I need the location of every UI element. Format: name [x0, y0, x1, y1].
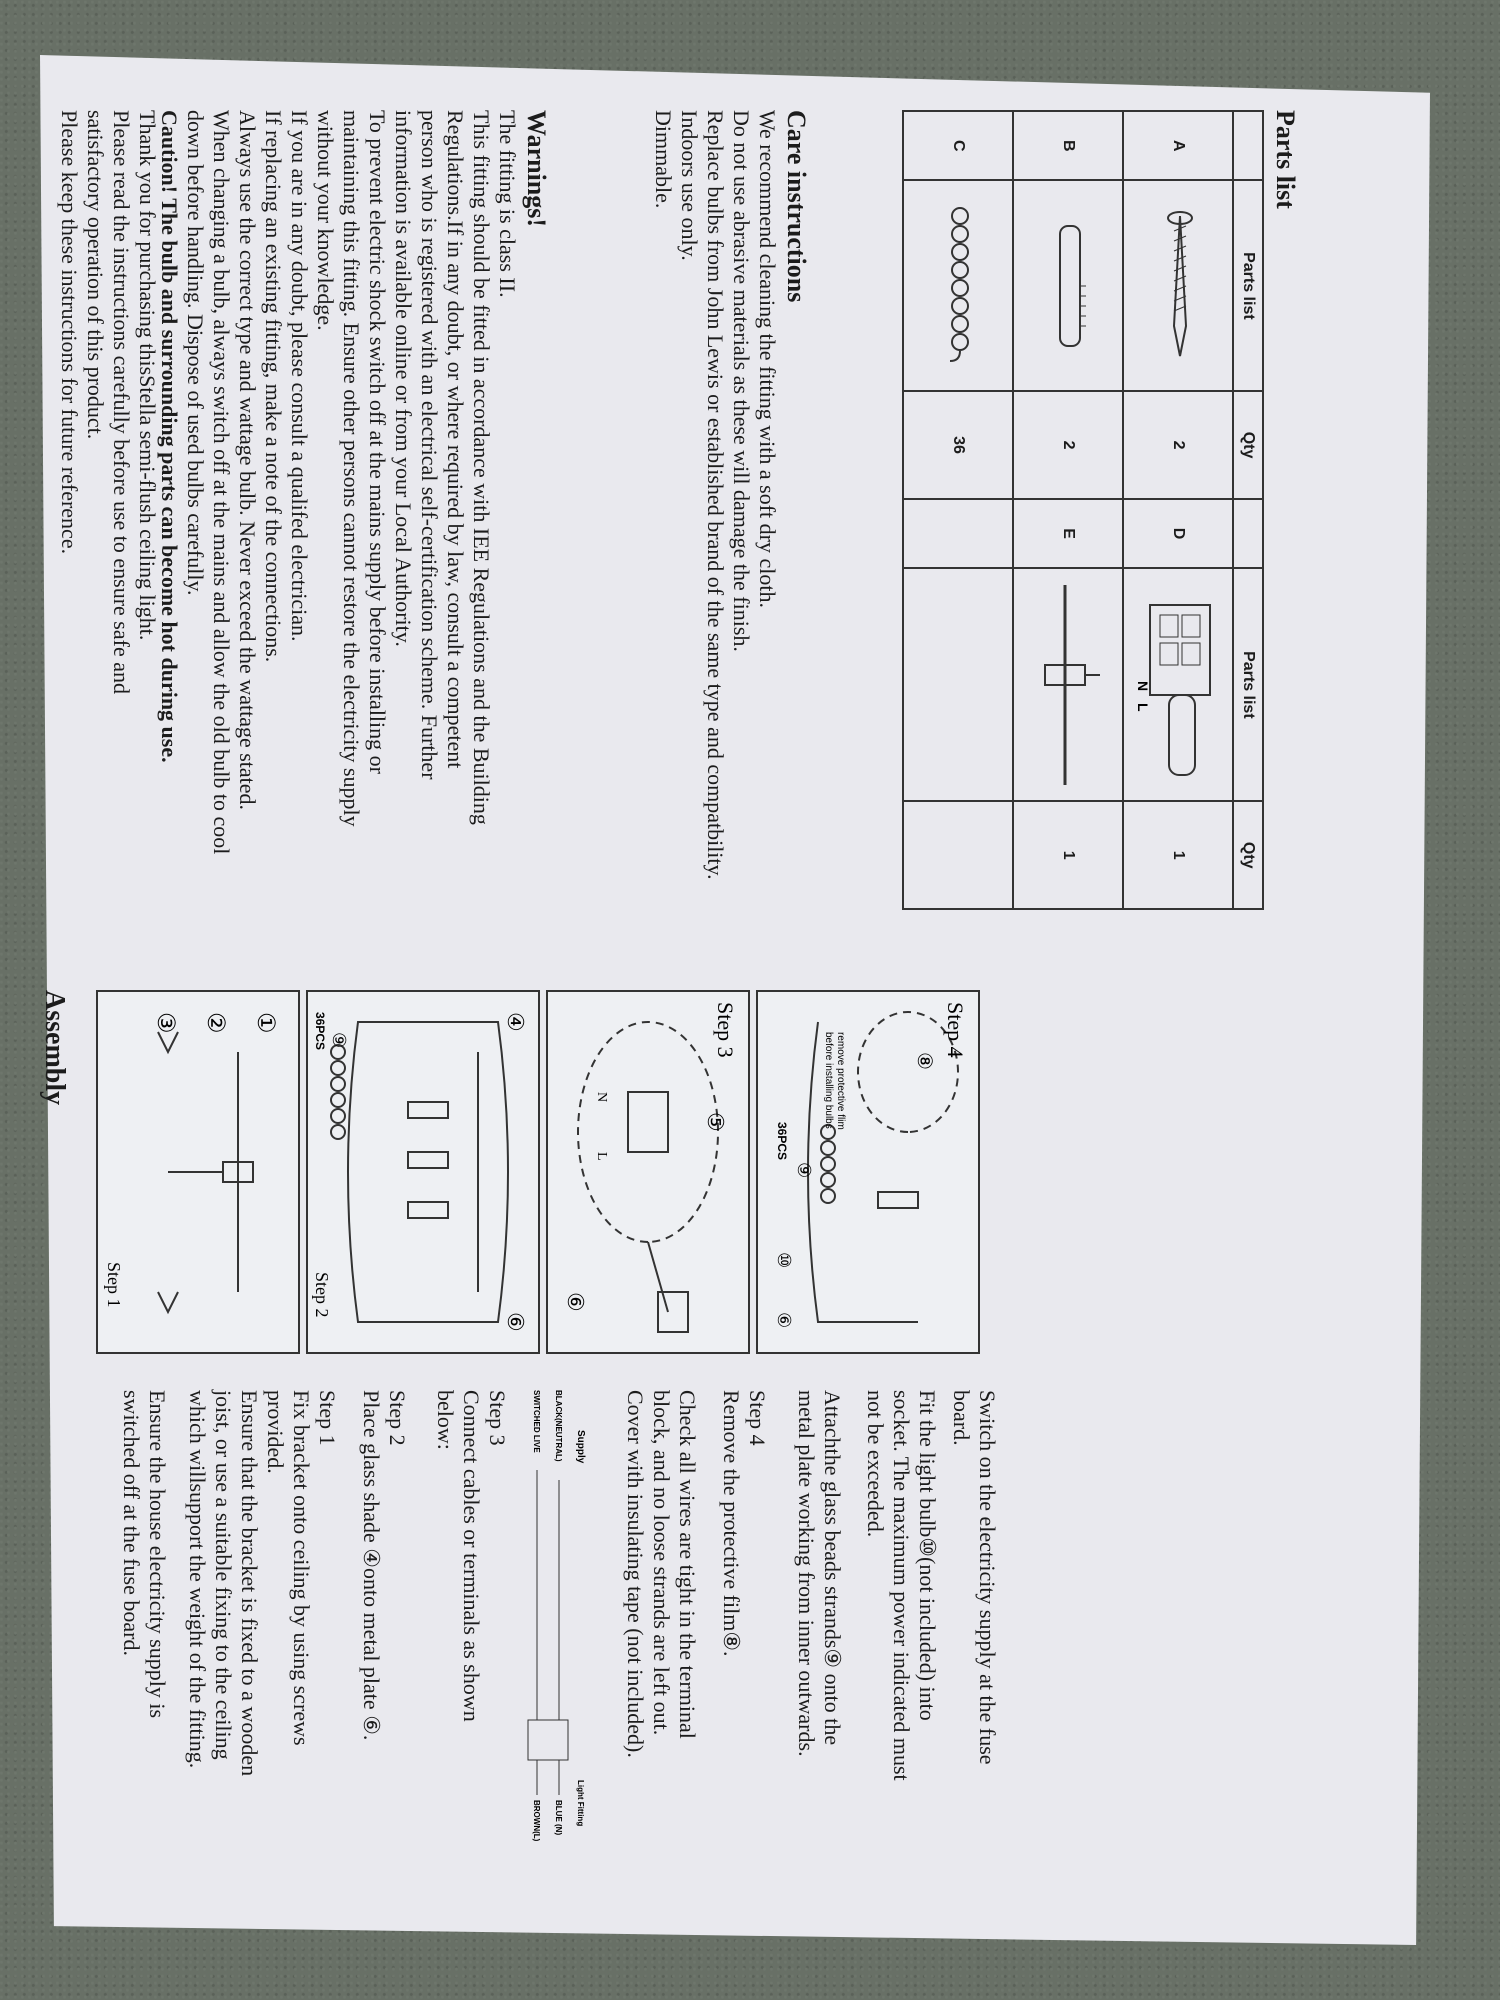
warning-line: If you are in any doubt, please consult a qualifed electrician. — [287, 110, 312, 642]
part-qty: 2 — [1013, 391, 1123, 499]
warning-line: maintaining this fitting. Ensure other persons cannot restore the electricity supply — [339, 110, 364, 827]
bulb-line: socket. The maximum power indicated must — [889, 1390, 914, 1781]
header-cell: Parts list — [1233, 568, 1263, 801]
part-qty: 1 — [1013, 801, 1123, 909]
part-id: B — [1013, 111, 1123, 180]
part-id: D — [1123, 499, 1233, 568]
table-row — [903, 111, 1013, 909]
step-line: joist, or use a suitable fixing to the ceiling — [211, 1390, 236, 1760]
beads-text — [793, 1390, 845, 1870]
check-line: block, and no loose strands are left out. — [649, 1390, 674, 1736]
diagram-label: before installing bulbs — [823, 1032, 834, 1129]
parts-table — [902, 110, 1264, 910]
intro-line: Please read the instructions carefully before use to ensure safe and — [109, 110, 134, 694]
right-page — [0, 950, 1390, 1890]
header-cell: Parts list — [1233, 180, 1263, 391]
diagram-label: Step 3 — [713, 1002, 738, 1058]
step-line: Place glass shade ④onto metal plate ⑥. — [359, 1390, 384, 1741]
step-line: Remove the protective film⑧. — [719, 1390, 744, 1657]
step4-text — [718, 1390, 770, 1870]
warning-line: down before handling. Dispose of used bulbs carefully. — [183, 110, 208, 596]
assembly-line: Ensure the house electricity supply is — [145, 1390, 170, 1719]
part-qty: 2 — [1123, 391, 1233, 499]
care-line: Replace bulbs from John Lewis or established brand of the same type and compatbility. — [703, 110, 728, 880]
final-line: board. — [949, 1390, 974, 1446]
diagram-label: Step 1 — [104, 1262, 124, 1308]
warning-line: person who is registered with an electrical self-certification scheme. Further — [417, 110, 442, 780]
step-line: Connect cables or terminals as shown — [459, 1390, 484, 1722]
svg-text:L: L — [1135, 702, 1152, 712]
assembly-intro — [118, 1390, 170, 1870]
diagram-label: remove protective flim — [835, 1032, 846, 1130]
step-heading: Step 3 — [485, 1390, 510, 1446]
svg-text:N: N — [1135, 680, 1152, 691]
diagram-label: 36PCS — [775, 1122, 789, 1161]
warnings-section — [156, 110, 570, 930]
diagram-label: ① — [252, 1012, 278, 1034]
bracket-image — [1013, 568, 1123, 801]
diagram-label: ⑥ — [563, 1292, 588, 1312]
header-cell: Qty — [1233, 801, 1263, 909]
warning-line: When changing a bulb, always switch off at the mains and allow the old bulb to cool — [209, 110, 234, 855]
beads-line: metal plate working from inner outwards. — [794, 1390, 819, 1757]
wall-plug-image — [1013, 180, 1123, 391]
parts-title: Parts list — [1271, 110, 1300, 209]
step3-diagram — [546, 990, 750, 1354]
step-heading: Step 4 — [745, 1390, 770, 1446]
part-qty: 1 — [1123, 801, 1233, 909]
diagram-label: ⑨ — [794, 1162, 814, 1179]
assembly-line: switched off at the fuse board. — [119, 1390, 144, 1656]
intro-line: Please keep these instructions for future reference. — [57, 110, 82, 555]
check-text — [622, 1390, 700, 1870]
diagram-label: 36PCS — [313, 1012, 327, 1051]
diagram-label: ④ — [503, 1012, 528, 1032]
caution-line: Caution! The bulb and surrounding parts can become hot during use. — [157, 110, 182, 763]
warning-line: If replacing an existing fitting, make a note of the connections. — [261, 110, 286, 663]
wiring-label: BLACK(NEUTRAL) — [554, 1390, 563, 1462]
check-line: Check all wires are tight in the terminal — [675, 1390, 700, 1739]
check-line: Cover with insulating tape (not included). — [623, 1390, 648, 1758]
diagram-label: ③ — [152, 1012, 178, 1034]
care-line: Do not use abrasive materials as these will damage the finish. — [729, 110, 754, 652]
diagram-label: ⑥ — [774, 1312, 794, 1329]
diagram-label: ⑩ — [774, 1252, 794, 1269]
warning-line: without your knowledge. — [313, 110, 338, 331]
diagram-label: ⑧ — [913, 1052, 935, 1070]
assembly-title: Assembly — [39, 990, 70, 1106]
diagram-label: ⑨ — [329, 1032, 349, 1049]
beads-line: Attachthe glass beads strands⑨ onto the — [820, 1390, 845, 1746]
intro-line: Thank you for purchasing thisStella semi-flush ceiling light. — [135, 110, 160, 641]
part-id: E — [1013, 499, 1123, 568]
care-line: Indoors use only. — [677, 110, 702, 261]
step3-text — [432, 1390, 510, 1870]
warning-line: The fitting is class II. — [495, 110, 520, 298]
step1-diagram — [96, 990, 300, 1354]
wiring-label: Light Fitting — [576, 1780, 585, 1827]
part-qty: 36 — [903, 391, 1013, 499]
care-section — [650, 110, 830, 930]
final-line: Switch on the electricity supply at the fuse — [975, 1390, 1000, 1765]
step-heading: Step 1 — [315, 1390, 340, 1446]
warning-line: Regulations.If in any doubt, or where required by law, consult a competent — [443, 110, 468, 769]
header-cell — [1233, 499, 1263, 568]
diagram-label: ② — [202, 1012, 228, 1034]
step-line: which willsupport the weight of the fitting. — [185, 1390, 210, 1769]
warnings-heading: Warnings! — [522, 110, 551, 228]
care-line: Dimmable. — [651, 110, 676, 209]
intro-text — [56, 110, 160, 910]
intro-line: satisfactory operation of this product. — [83, 110, 108, 440]
diagram-label: ⑤ — [703, 1112, 728, 1132]
step-heading: Step 2 — [385, 1390, 410, 1446]
step-line: provided. — [263, 1390, 288, 1474]
bulb-line: not be exceeded. — [863, 1390, 888, 1538]
diagram-label: Step 2 — [312, 1272, 332, 1318]
wiring-diagram — [520, 1390, 590, 1870]
step4-diagram — [756, 990, 980, 1354]
screw-image — [1123, 180, 1233, 391]
wiring-label: SWITCHED LIVE — [532, 1390, 541, 1453]
left-page — [0, 0, 1390, 940]
warning-line: information is available online or from your Local Authority. — [391, 110, 416, 647]
step-line: Ensure that the bracket is fixed to a wooden — [237, 1390, 262, 1777]
care-heading: Care instructions — [782, 110, 811, 303]
diagram-label: ⑥ — [503, 1312, 528, 1332]
empty-cell — [903, 568, 1013, 801]
step-line: Fix bracket onto ceiling by using screws — [289, 1390, 314, 1746]
bulb-line: Fit the light bulb⑩(not included) into — [915, 1390, 940, 1721]
wiring-label: BLUE (N) — [554, 1800, 563, 1836]
part-id: A — [1123, 111, 1233, 180]
part-qty — [903, 801, 1013, 909]
table-row — [1013, 111, 1123, 909]
diagram-label: Step 4 — [943, 1002, 968, 1058]
part-id — [903, 499, 1013, 568]
step-line: below: — [433, 1390, 458, 1450]
part-id: C — [903, 111, 1013, 180]
care-line: We recommend cleaning the fitting with a soft dry cloth. — [755, 110, 780, 608]
table-row — [1123, 111, 1233, 909]
parts-section — [902, 110, 1300, 930]
final-text — [948, 1390, 1000, 1870]
step2-text — [358, 1390, 410, 1870]
parts-header-row — [1233, 111, 1263, 909]
step1-text — [184, 1390, 340, 1870]
warning-line: Always use the correct type and wattage bulb. Never exceed the wattage stated. — [235, 110, 260, 811]
warning-line: This fitting should be fitted in accordance with IEE Regulations and the Building — [469, 110, 494, 825]
terminal-block-image — [1123, 568, 1233, 801]
wiring-label: BROWN(L) — [532, 1800, 541, 1842]
step2-diagram — [306, 990, 540, 1354]
wiring-label: Supply — [575, 1430, 586, 1464]
diagram-label: N — [594, 1092, 609, 1103]
warning-line: To prevent electric shock switch off at the mains supply before installing or — [365, 110, 390, 774]
diagram-label: L — [594, 1152, 609, 1161]
bead-strand-image — [903, 180, 1013, 391]
bulb-text — [862, 1390, 940, 1870]
header-cell: Qty — [1233, 391, 1263, 499]
header-cell — [1233, 111, 1263, 180]
